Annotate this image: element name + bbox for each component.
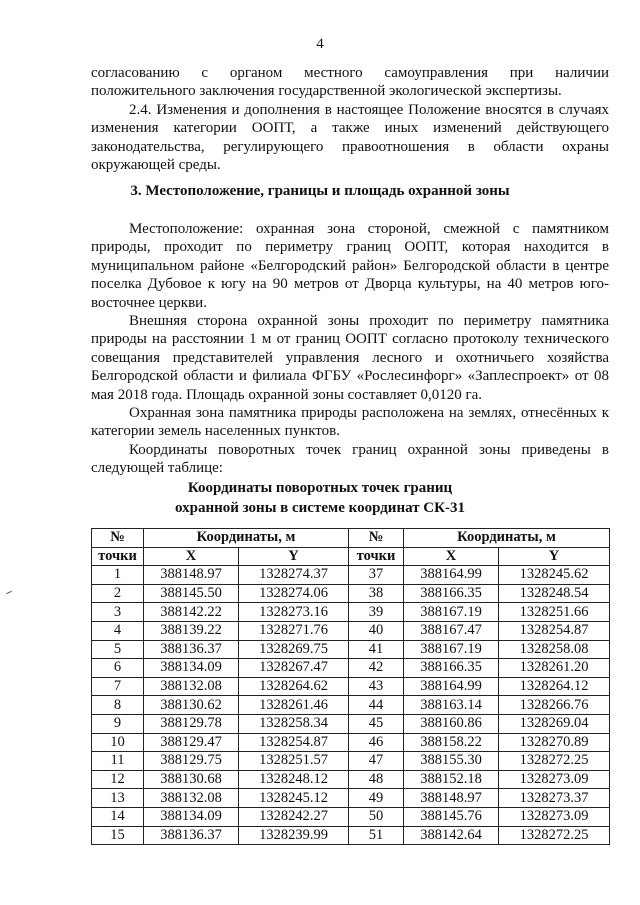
- cell-y-right: 1328261.20: [499, 659, 610, 678]
- cell-y-right: 1328272.25: [499, 826, 610, 845]
- cell-point-left: 12: [92, 770, 144, 789]
- table-row: [92, 826, 610, 845]
- paragraph-land-category: Охранная зона памятника природы расположена на землях, отнесённых к категории земель населенных пунктов.: [91, 405, 609, 440]
- cell-y-left: 1328271.76: [239, 621, 349, 640]
- cell-x-right: 388166.35: [404, 584, 499, 603]
- cell-x-right: 388166.35: [404, 659, 499, 678]
- cell-x-left: 388130.68: [144, 770, 239, 789]
- cell-y-left: 1328274.37: [239, 566, 349, 585]
- cell-y-left: 1328261.46: [239, 696, 349, 715]
- section-text: [91, 220, 609, 478]
- cell-x-right: 388164.99: [404, 677, 499, 696]
- cell-point-right: 51: [349, 826, 404, 845]
- section-heading: 3. Местоположение, границы и площадь охранной зоны: [130, 183, 510, 199]
- table-row: [92, 696, 610, 715]
- cell-point-left: 10: [92, 733, 144, 752]
- cell-y-right: 1328272.25: [499, 752, 610, 771]
- cell-y-right: 1328273.09: [499, 807, 610, 826]
- cell-point-right: 39: [349, 603, 404, 622]
- cell-y-left: 1328274.06: [239, 584, 349, 603]
- cell-x-left: 388139.22: [144, 621, 239, 640]
- cell-point-left: 3: [92, 603, 144, 622]
- cell-x-right: 388152.18: [404, 770, 499, 789]
- cell-point-left: 7: [92, 677, 144, 696]
- intro-text: [91, 64, 609, 174]
- cell-y-right: 1328251.66: [499, 603, 610, 622]
- cell-x-left: 388132.08: [144, 677, 239, 696]
- cell-x-right: 388160.86: [404, 714, 499, 733]
- cell-point-right: 45: [349, 714, 404, 733]
- cell-x-left: 388142.22: [144, 603, 239, 622]
- cell-x-left: 388129.47: [144, 733, 239, 752]
- table-row: [92, 621, 610, 640]
- cell-point-right: 48: [349, 770, 404, 789]
- cell-y-right: 1328273.09: [499, 770, 610, 789]
- header-x-left: X: [144, 547, 239, 566]
- cell-point-left: 8: [92, 696, 144, 715]
- cell-y-right: 1328273.37: [499, 789, 610, 808]
- cell-y-left: 1328239.99: [239, 826, 349, 845]
- cell-point-right: 50: [349, 807, 404, 826]
- cell-x-right: 388142.64: [404, 826, 499, 845]
- cell-x-right: 388155.30: [404, 752, 499, 771]
- cell-point-left: 15: [92, 826, 144, 845]
- cell-y-left: 1328267.47: [239, 659, 349, 678]
- cell-y-right: 1328264.12: [499, 677, 610, 696]
- cell-point-left: 6: [92, 659, 144, 678]
- cell-y-right: 1328270.89: [499, 733, 610, 752]
- header-y-left: Y: [239, 547, 349, 566]
- table-row: [92, 603, 610, 622]
- table-row: [92, 640, 610, 659]
- cell-x-left: 388134.09: [144, 807, 239, 826]
- cell-point-right: 44: [349, 696, 404, 715]
- cell-point-left: 9: [92, 714, 144, 733]
- margin-mark: [6, 591, 12, 594]
- table-row: [92, 807, 610, 826]
- paragraph-outer-boundary: Внешняя сторона охранной зоны проходит по периметру памятника природы на расстоянии 1 м от границ ООПТ согласно протоколу технического совещания представителей управления лесного и охотничьего хозяйства Белгородской области и филиала ФГБУ «Рослесинфорг» «Заплеспроект» от 08 мая 2018 года. Площадь охранной зоны составляет 0,0120 га.: [91, 313, 609, 403]
- cell-x-left: 388136.37: [144, 826, 239, 845]
- cell-point-right: 41: [349, 640, 404, 659]
- cell-point-right: 38: [349, 584, 404, 603]
- cell-point-left: 13: [92, 789, 144, 808]
- cell-point-right: 47: [349, 752, 404, 771]
- header-point-right: точки: [349, 547, 404, 566]
- cell-x-right: 388158.22: [404, 733, 499, 752]
- cell-point-right: 42: [349, 659, 404, 678]
- cell-x-right: 388164.99: [404, 566, 499, 585]
- table-row: [92, 770, 610, 789]
- table-row: [92, 584, 610, 603]
- cell-point-left: 14: [92, 807, 144, 826]
- cell-x-left: 388132.08: [144, 789, 239, 808]
- cell-point-right: 37: [349, 566, 404, 585]
- cell-point-left: 1: [92, 566, 144, 585]
- cell-y-left: 1328248.12: [239, 770, 349, 789]
- cell-y-left: 1328264.62: [239, 677, 349, 696]
- cell-point-left: 5: [92, 640, 144, 659]
- coordinates-table-body: [92, 566, 610, 845]
- cell-y-right: 1328245.62: [499, 566, 610, 585]
- cell-x-right: 388145.76: [404, 807, 499, 826]
- cell-y-right: 1328266.76: [499, 696, 610, 715]
- cell-y-left: 1328245.12: [239, 789, 349, 808]
- cell-point-right: 46: [349, 733, 404, 752]
- cell-point-left: 11: [92, 752, 144, 771]
- cell-y-right: 1328254.87: [499, 621, 610, 640]
- cell-point-right: 49: [349, 789, 404, 808]
- cell-x-left: 388136.37: [144, 640, 239, 659]
- cell-point-left: 4: [92, 621, 144, 640]
- cell-y-right: 1328248.54: [499, 584, 610, 603]
- cell-x-right: 388163.14: [404, 696, 499, 715]
- paragraph-location: Местоположение: охранная зона стороной, смежной с памятником природы, проходит по периметру границ ООПТ, которая находится в муниципальном районе «Белгородский район» Белгородской области в центре поселка Дубовое к югу на 90 метров от Дворца культуры, на 40 метров юго-восточнее церкви.: [91, 221, 609, 311]
- cell-x-left: 388129.75: [144, 752, 239, 771]
- cell-x-left: 388130.62: [144, 696, 239, 715]
- table-row: [92, 752, 610, 771]
- header-x-right: X: [404, 547, 499, 566]
- table-row: [92, 789, 610, 808]
- cell-x-left: 388145.50: [144, 584, 239, 603]
- paragraph-coords-intro: Координаты поворотных точек границ охранной зоны приведены в следующей таблице:: [91, 441, 609, 477]
- paragraph-2-4: 2.4. Изменения и дополнения в настоящее Положение вносятся в случаях изменения категории ООПТ, а также иных изменений действующего законодательства, регулирующего правоотношения в области охраны окружающей среды.: [91, 101, 609, 174]
- cell-x-left: 388148.97: [144, 566, 239, 585]
- cell-x-right: 388167.19: [404, 603, 499, 622]
- header-num-left: №: [92, 529, 144, 548]
- cell-y-left: 1328269.75: [239, 640, 349, 659]
- cell-x-right: 388148.97: [404, 789, 499, 808]
- header-num-right: №: [349, 529, 404, 548]
- header-coords-left: Координаты, м: [144, 529, 349, 548]
- cell-y-left: 1328273.16: [239, 603, 349, 622]
- page-number: 4: [316, 36, 324, 52]
- cell-x-right: 388167.47: [404, 621, 499, 640]
- table-row: [92, 677, 610, 696]
- coordinates-table: [91, 528, 610, 845]
- cell-x-right: 388167.19: [404, 640, 499, 659]
- cell-point-left: 2: [92, 584, 144, 603]
- cell-y-left: 1328251.57: [239, 752, 349, 771]
- cell-y-right: 1328258.08: [499, 640, 610, 659]
- cell-point-right: 43: [349, 677, 404, 696]
- header-point-left: точки: [92, 547, 144, 566]
- table-row: [92, 733, 610, 752]
- cell-x-left: 388129.78: [144, 714, 239, 733]
- header-coords-right: Координаты, м: [404, 529, 610, 548]
- header-y-right: Y: [499, 547, 610, 566]
- cell-y-left: 1328242.27: [239, 807, 349, 826]
- paragraph-consent: согласованию с органом местного самоуправления при наличии положительного заключения государственной экологической экспертизы.: [91, 65, 609, 100]
- table-title-line2: охранной зоны в системе координат СК-31: [174, 500, 466, 516]
- cell-point-right: 40: [349, 621, 404, 640]
- table-title-line1: Координаты поворотных точек границ: [187, 480, 453, 496]
- table-row: [92, 659, 610, 678]
- table-row: [92, 566, 610, 585]
- table-title: [0, 478, 640, 518]
- cell-x-left: 388134.09: [144, 659, 239, 678]
- cell-y-left: 1328254.87: [239, 733, 349, 752]
- cell-y-right: 1328269.04: [499, 714, 610, 733]
- cell-y-left: 1328258.34: [239, 714, 349, 733]
- table-row: [92, 714, 610, 733]
